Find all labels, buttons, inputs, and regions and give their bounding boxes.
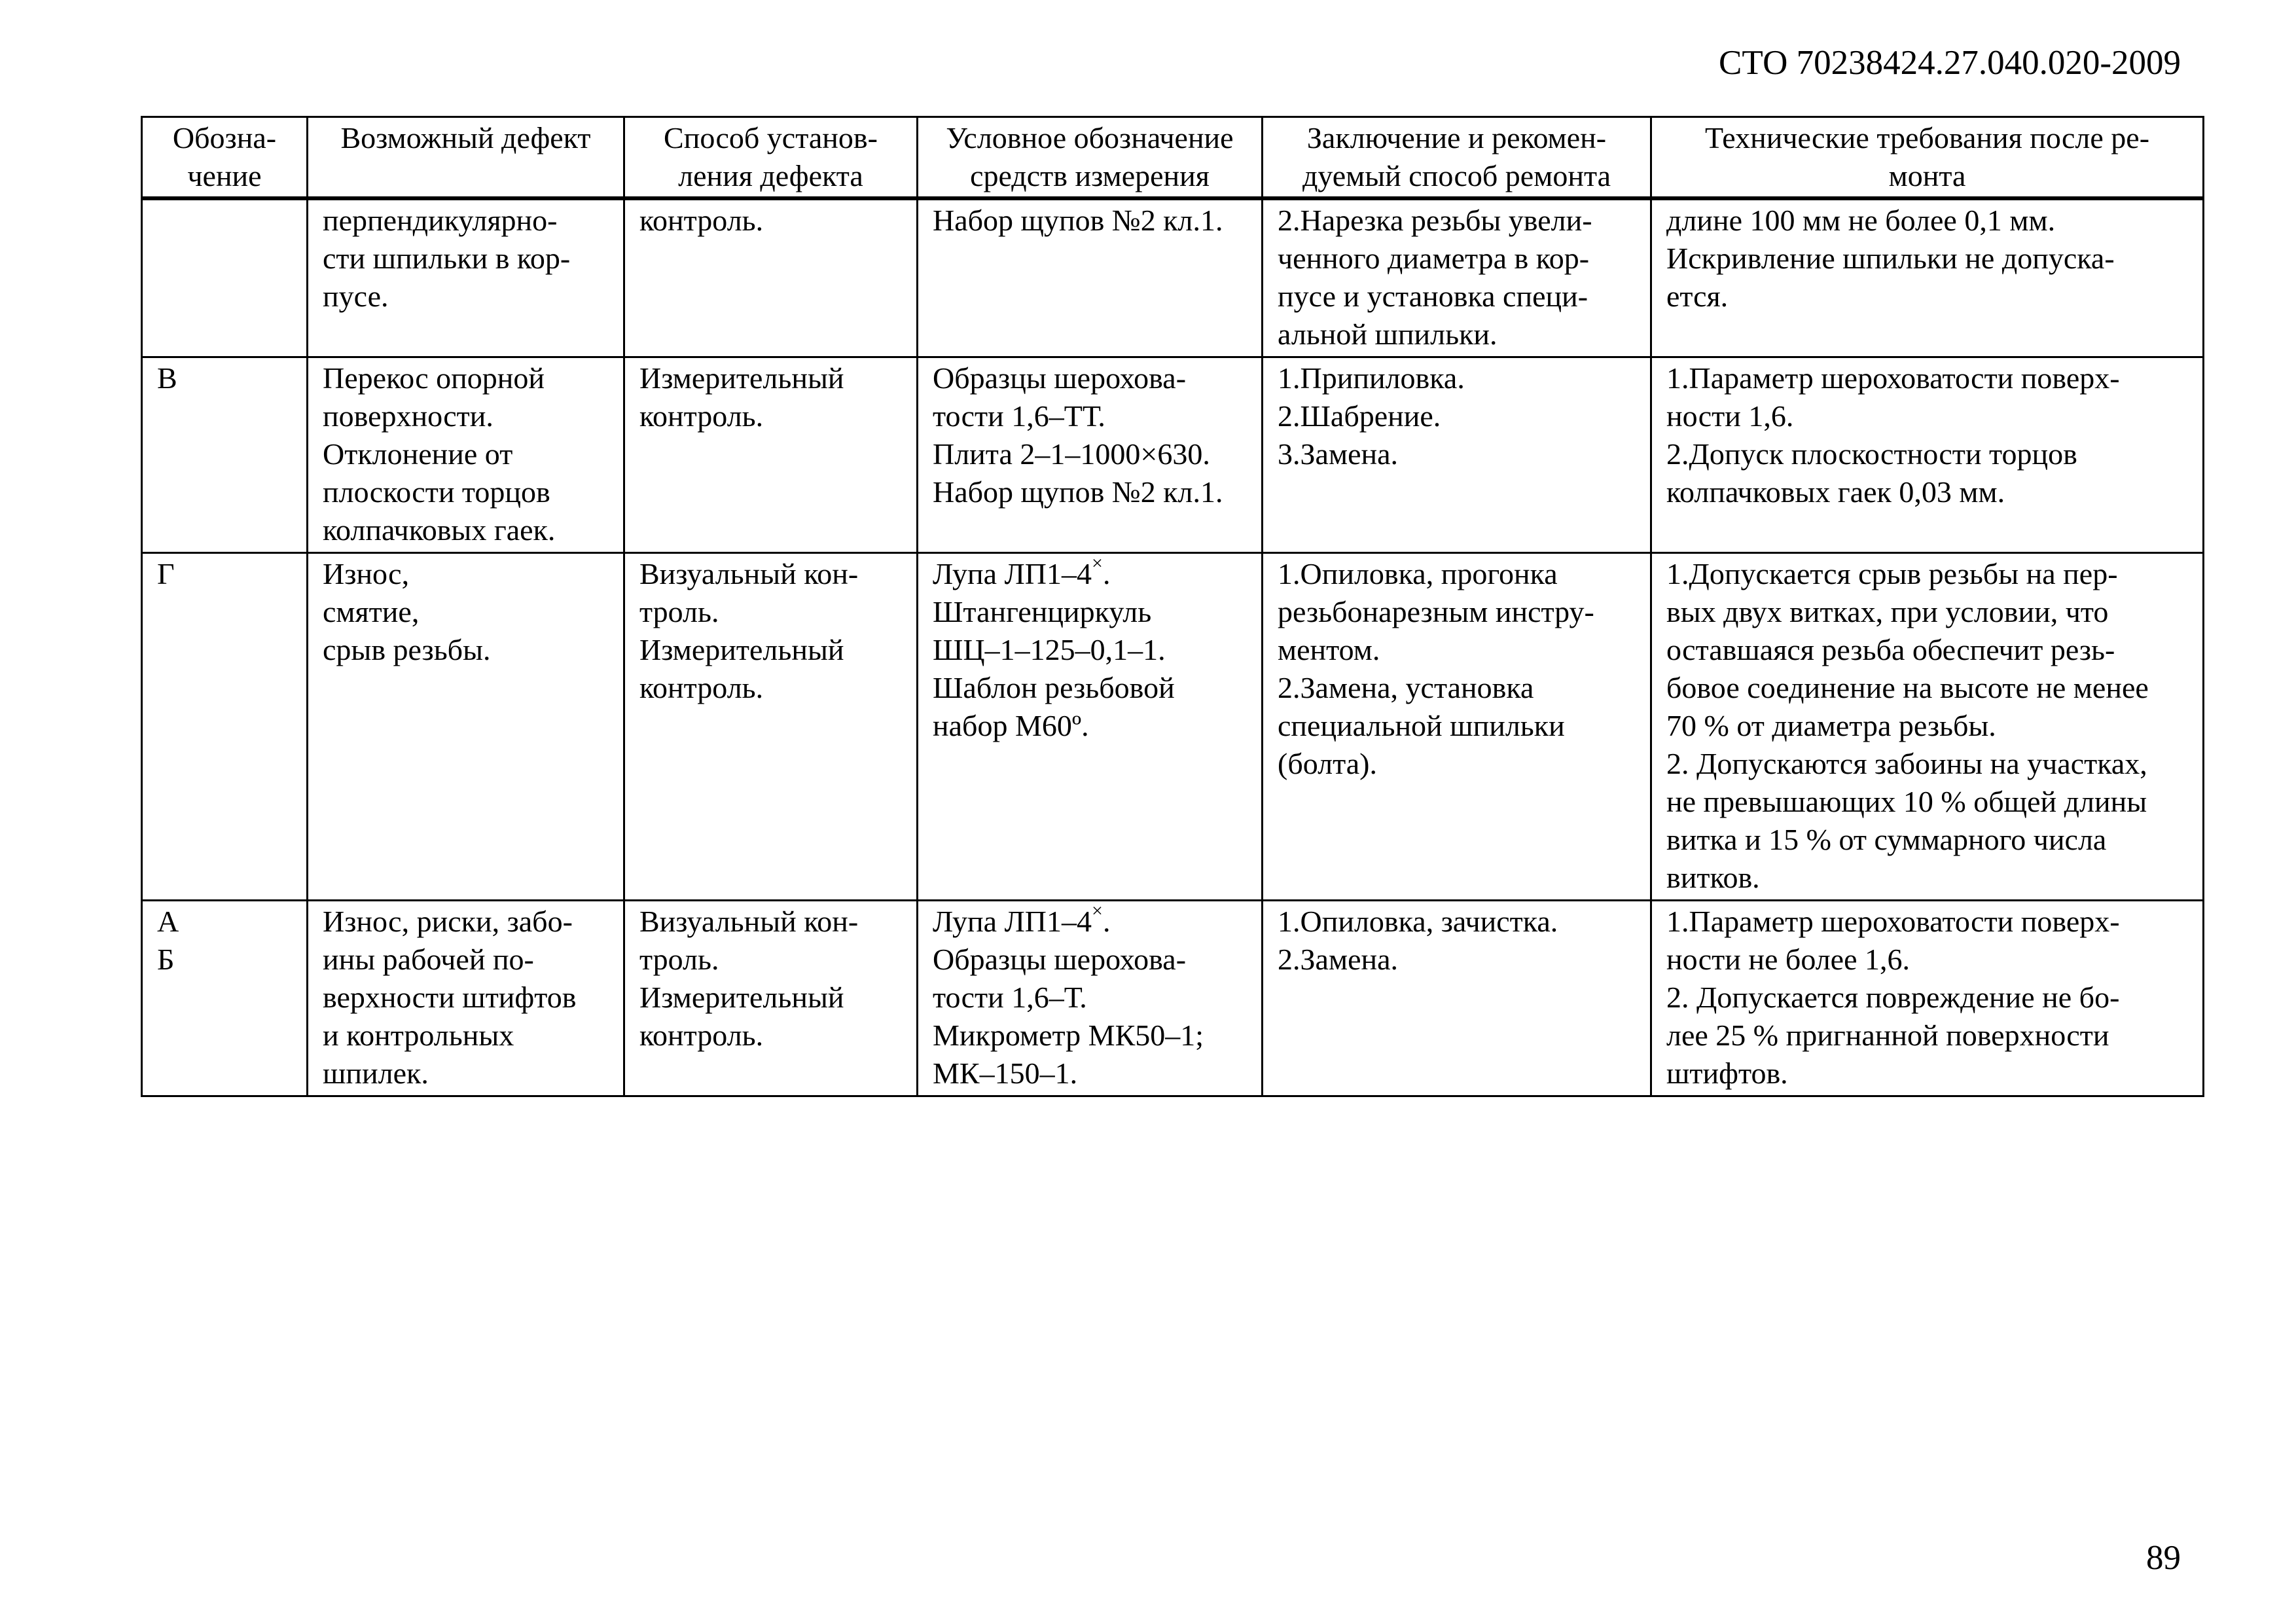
cell-line: ШЦ–1–125–0,1–1. (933, 633, 1166, 666)
header-line: Обозна- (172, 121, 277, 154)
cell-line: контроль. (639, 671, 764, 704)
cell-conclusion (1263, 198, 1651, 357)
cell-method (624, 901, 918, 1096)
cell-line: тости 1,6–ТТ. (933, 399, 1105, 433)
cell-line: бовое соединение на высоте не менее (1666, 671, 2149, 704)
cell-line: Перекос опорной (323, 361, 545, 395)
table-row (142, 357, 2204, 553)
cell-line: Износ, (323, 557, 410, 590)
table-row (142, 901, 2204, 1096)
cell-line: Микрометр МК50–1; (933, 1019, 1204, 1052)
cell-line: колпачковых гаек. (323, 513, 556, 547)
header-line: Заключение и рекомен- (1306, 121, 1607, 154)
cell-line: 2.Нарезка резьбы увели- (1278, 204, 1592, 237)
cell-line: штифтов. (1666, 1056, 1788, 1090)
cell-line: ется. (1666, 280, 1729, 313)
cell-line: 1.Параметр шероховатости поверх- (1666, 905, 2120, 938)
cell-line: 2.Шабрение. (1278, 399, 1441, 433)
cell-means (918, 198, 1263, 357)
cell-line: не превышающих 10 % общей длины (1666, 785, 2147, 818)
cell-designation (142, 901, 308, 1096)
header-line: Условное обозначение (946, 121, 1234, 154)
cell-line: контроль. (639, 399, 764, 433)
defects-table (141, 116, 2204, 1097)
cell-requirements (1651, 357, 2204, 553)
cell-line: Набор щупов №2 кл.1. (933, 475, 1223, 509)
cell-line: Набор щупов №2 кл.1. (933, 204, 1223, 237)
cell-line: Искривление шпильки не допуска- (1666, 242, 2115, 275)
cell-conclusion (1263, 357, 1651, 553)
cell-line: резьбонарезным инстру- (1278, 595, 1594, 628)
cell-line: Шаблон резьбовой (933, 671, 1175, 704)
cell-conclusion (1263, 901, 1651, 1096)
loupe-period: . (1102, 905, 1111, 938)
cell-line: 1.Припиловка. (1278, 361, 1465, 395)
cell-line: Визуальный кон- (639, 905, 859, 938)
cell-line: шпилек. (323, 1056, 429, 1090)
cell-line: 2.Замена. (1278, 943, 1399, 976)
header-line: Способ установ- (664, 121, 878, 154)
cell-line: МК–150–1. (933, 1056, 1078, 1090)
table-row (142, 198, 2204, 357)
cell-line: Г (157, 557, 175, 590)
cell-line: набор М60º. (933, 709, 1089, 742)
col-header-defect (308, 117, 624, 199)
cell-line: оставшаяся резьба обеспечит резь- (1666, 633, 2115, 666)
cell-line (933, 899, 1248, 941)
cell-line: Плита 2–1–1000×630. (933, 437, 1210, 471)
table-row (142, 553, 2204, 901)
cell-line: витка и 15 % от суммарного числа (1666, 823, 2107, 856)
cell-designation (142, 553, 308, 901)
cell-designation (142, 198, 308, 357)
cell-requirements (1651, 901, 2204, 1096)
header-line: средств измерения (970, 159, 1210, 192)
magnification-sign: × (1092, 552, 1103, 574)
cell-means (918, 901, 1263, 1096)
cell-line: лее 25 % пригнанной поверхности (1666, 1019, 2109, 1052)
cell-line: 2. Допускается повреждение не бо- (1666, 981, 2120, 1014)
cell-line: 3.Замена. (1278, 437, 1399, 471)
cell-method (624, 198, 918, 357)
cell-line: 70 % от диаметра резьбы. (1666, 709, 1996, 742)
cell-line: пусе. (323, 280, 389, 313)
cell-defect (308, 901, 624, 1096)
header-line: монта (1888, 159, 1966, 192)
cell-defect (308, 198, 624, 357)
cell-line: Штангенциркуль (933, 595, 1152, 628)
cell-line: плоскости торцов (323, 475, 550, 509)
cell-line: Образцы шерохова- (933, 361, 1187, 395)
header-line: чение (187, 159, 262, 192)
cell-line: 2. Допускаются забоины на участках, (1666, 747, 2147, 780)
cell-method (624, 357, 918, 553)
cell-line: А (157, 905, 179, 938)
cell-line: (болта). (1278, 747, 1377, 780)
header-line: Возможный дефект (340, 121, 591, 154)
cell-means (918, 357, 1263, 553)
cell-line: верхности штифтов (323, 981, 577, 1014)
cell-line: контроль. (639, 204, 764, 237)
cell-line: альной шпильки. (1278, 317, 1498, 351)
cell-line: витков. (1666, 861, 1760, 894)
cell-defect (308, 357, 624, 553)
cell-line: длине 100 мм не более 0,1 мм. (1666, 204, 2056, 237)
cell-designation (142, 357, 308, 553)
cell-line: Б (157, 943, 175, 976)
cell-line: ины рабочей по- (323, 943, 534, 976)
cell-line: троль. (639, 595, 719, 628)
col-header-method (624, 117, 918, 199)
loupe-text: Лупа ЛП1–4 (933, 557, 1092, 590)
cell-line: поверхности. (323, 399, 493, 433)
cell-line: перпендикулярно- (323, 204, 558, 237)
cell-conclusion (1263, 553, 1651, 901)
col-header-conclusion (1263, 117, 1651, 199)
cell-line: и контрольных (323, 1019, 514, 1052)
cell-defect (308, 553, 624, 901)
cell-line (933, 552, 1248, 593)
cell-line: троль. (639, 943, 719, 976)
table-header-row (142, 117, 2204, 199)
cell-line: специальной шпильки (1278, 709, 1565, 742)
cell-line: 1.Опиловка, прогонка (1278, 557, 1558, 590)
cell-line: 1.Допускается срыв резьбы на пер- (1666, 557, 2118, 590)
cell-line: 1.Опиловка, зачистка. (1278, 905, 1558, 938)
cell-line: пусе и установка специ- (1278, 280, 1588, 313)
cell-line: ченного диаметра в кор- (1278, 242, 1590, 275)
cell-line: 2.Допуск плоскостности торцов (1666, 437, 2077, 471)
cell-line: ности 1,6. (1666, 399, 1794, 433)
cell-line: колпачковых гаек 0,03 мм. (1666, 475, 2005, 509)
cell-requirements (1651, 198, 2204, 357)
cell-line: вых двух витках, при условии, что (1666, 595, 2109, 628)
cell-line: В (157, 361, 177, 395)
header-line: Технические требования после ре- (1704, 121, 2150, 154)
loupe-text: Лупа ЛП1–4 (933, 905, 1092, 938)
cell-line: ности не более 1,6. (1666, 943, 1910, 976)
cell-line: срыв резьбы. (323, 633, 491, 666)
cell-line: ментом. (1278, 633, 1380, 666)
cell-line: сти шпильки в кор- (323, 242, 571, 275)
cell-line: 2.Замена, установка (1278, 671, 1534, 704)
col-header-means (918, 117, 1263, 199)
col-header-designation (142, 117, 308, 199)
cell-line: смятие, (323, 595, 420, 628)
loupe-period: . (1102, 557, 1111, 590)
page-number: 89 (2146, 1539, 2181, 1577)
cell-line: Визуальный кон- (639, 557, 859, 590)
cell-method (624, 553, 918, 901)
cell-line: Отклонение от (323, 437, 513, 471)
cell-means (918, 553, 1263, 901)
magnification-sign: × (1092, 899, 1103, 922)
header-line: дуемый способ ремонта (1302, 159, 1611, 192)
cell-line: Измерительный (639, 633, 844, 666)
cell-line: тости 1,6–Т. (933, 981, 1087, 1014)
cell-line: Износ, риски, забо- (323, 905, 573, 938)
col-header-requirements (1651, 117, 2204, 199)
cell-line: контроль. (639, 1019, 764, 1052)
cell-line: Измерительный (639, 981, 844, 1014)
cell-line: 1.Параметр шероховатости поверх- (1666, 361, 2120, 395)
header-line: ления дефекта (678, 159, 863, 192)
document-code: СТО 70238424.27.040.020-2009 (1719, 44, 2181, 82)
cell-requirements (1651, 553, 2204, 901)
cell-line: Образцы шерохова- (933, 943, 1187, 976)
cell-line: Измерительный (639, 361, 844, 395)
